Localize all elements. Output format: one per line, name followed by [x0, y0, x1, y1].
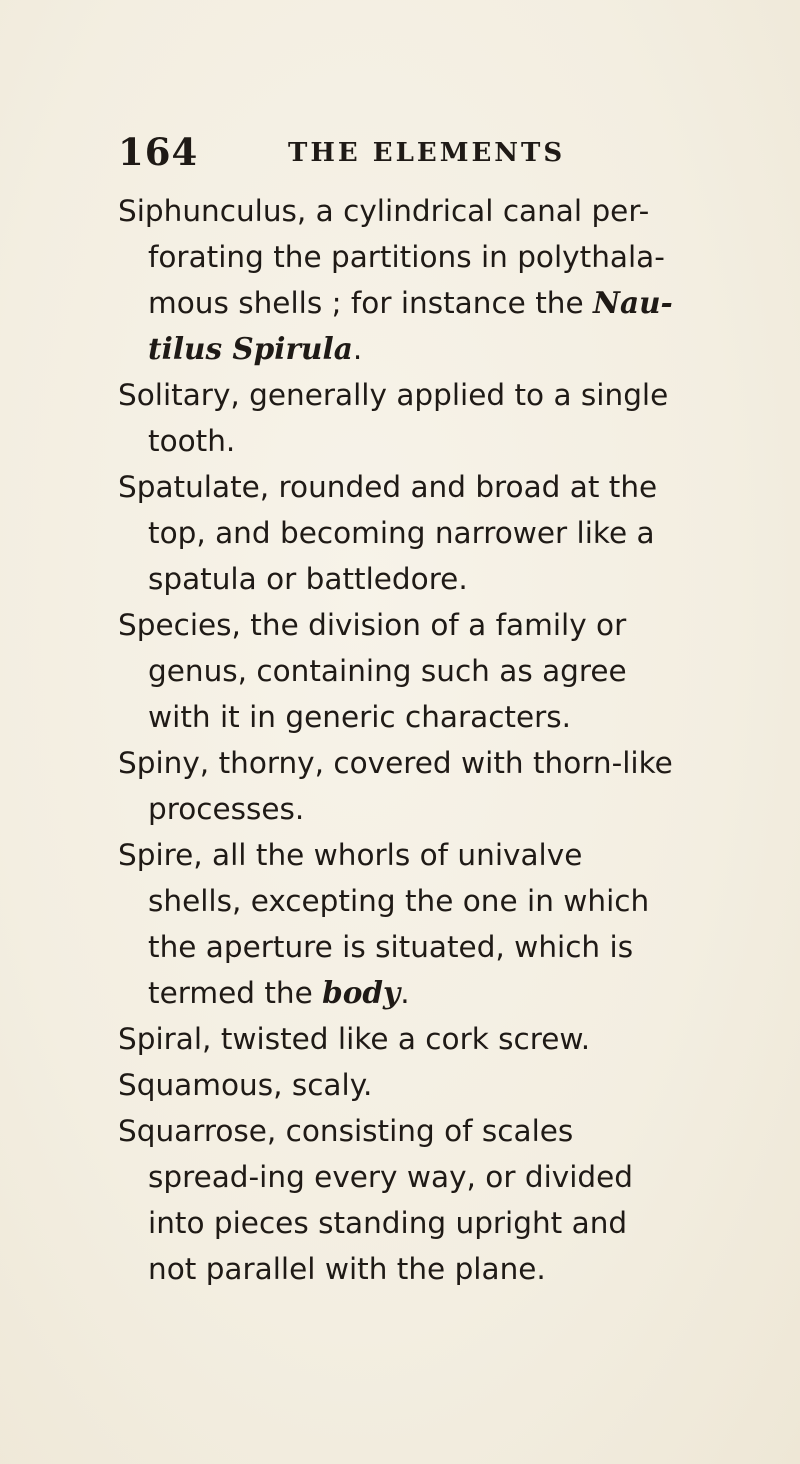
entry-term: Spire, — [118, 838, 203, 872]
glossary-entries — [118, 188, 678, 1292]
glossary-entry-squarrose — [118, 1108, 678, 1292]
entry-definition: generally applied to a single tooth. — [148, 378, 669, 458]
entry-definition: twisted like a cork screw. — [211, 1022, 591, 1056]
entry-term: Squarrose, — [118, 1114, 277, 1148]
glossary-entry-species — [118, 602, 678, 740]
entry-definition: rounded and broad at the top, and becoming narrower like a spatula or battledore. — [148, 470, 658, 596]
entry-italic: body — [322, 975, 401, 1010]
entry-term: Species, — [118, 608, 241, 642]
glossary-entry-spatulate — [118, 464, 678, 602]
entry-term: Squamous, — [118, 1068, 283, 1102]
entry-tail: . — [352, 332, 363, 366]
glossary-entry-spiral — [118, 1016, 678, 1062]
entry-definition: consisting of scales spread-ing every way, or divided into pieces standing upright and not parallel with the plane. — [148, 1114, 634, 1286]
entry-term: Spiral, — [118, 1022, 212, 1056]
entry-term: Spiny, — [118, 746, 210, 780]
running-head: THE ELEMENTS — [288, 138, 566, 168]
entry-definition: thorny, covered with thorn-like processes. — [148, 746, 673, 826]
entry-definition: scaly. — [282, 1068, 373, 1102]
page-header — [118, 130, 678, 174]
page-number: 164 — [118, 130, 199, 174]
entry-tail: . — [400, 976, 410, 1010]
entry-term: Spatulate, — [118, 470, 270, 504]
glossary-entry-spiny — [118, 740, 678, 832]
glossary-entry-siphunculus — [118, 188, 678, 372]
entry-term: Solitary, — [118, 378, 240, 412]
glossary-entry-squamous — [118, 1062, 678, 1108]
glossary-entry-solitary — [118, 372, 678, 464]
entry-definition: a cylindrical canal per-forating the partitions in polythala-mous shells ; for instance the — [148, 194, 665, 320]
glossary-entry-spire — [118, 832, 678, 1016]
entry-definition: the division of a family or genus, containing such as agree with it in generic characters. — [148, 608, 627, 734]
entry-italic: Nau-tilus Spirula — [148, 285, 673, 366]
entry-term: Siphunculus, — [118, 194, 307, 228]
entry-definition: all the whorls of univalve shells, excepting the one in which the aperture is situated, which is termed the — [148, 838, 650, 1010]
